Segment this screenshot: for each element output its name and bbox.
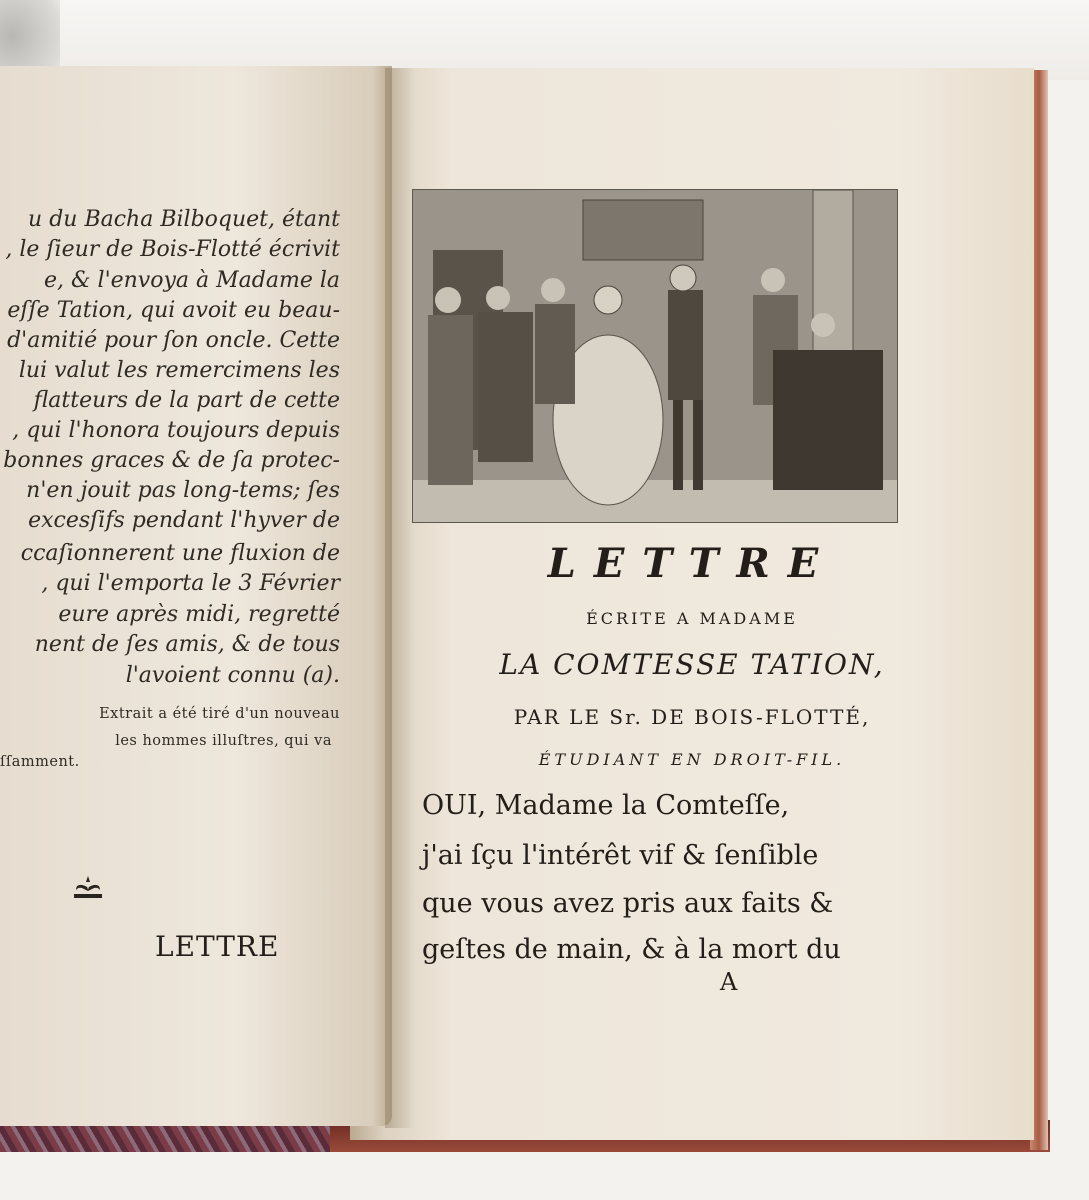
text-line: ccaſionnerent une fluxion de xyxy=(20,541,340,566)
left-page xyxy=(0,66,392,1126)
body-line: OUI, Madame la Comteſſe, xyxy=(422,790,790,821)
signature-mark: A xyxy=(720,968,738,996)
text-line: e, & l'envoya à Madame la xyxy=(43,268,340,293)
engraving-scene xyxy=(413,190,897,522)
text-line: lui valut les remercimens les xyxy=(18,358,340,383)
letter-title: LETTRE xyxy=(547,540,837,587)
text-line: n'en jouit pas long-tems; ſes xyxy=(26,478,340,503)
subtitle-author-title: ÉTUDIANT EN DROIT-FIL. xyxy=(538,750,846,769)
text-line: , qui l'honora toujours depuis xyxy=(12,418,340,443)
book-gutter xyxy=(385,68,415,1128)
text-line: flatteurs de la part de cette xyxy=(33,388,340,413)
footnote-line: les hommes illuſtres, qui va xyxy=(115,733,332,749)
catchword: LETTRE xyxy=(155,930,280,963)
subtitle-addressee-line1: ÉCRITE A MADAME xyxy=(586,609,798,628)
right-page xyxy=(350,68,1034,1140)
subtitle-author: PAR LE Sr. DE BOIS-FLOTTÉ, xyxy=(513,705,871,729)
ornament-icon xyxy=(70,874,106,900)
body-line: geſtes de main, & à la mort du xyxy=(422,934,841,965)
text-line: eſſe Tation, qui avoit eu beau- xyxy=(7,298,340,323)
engraving-illustration xyxy=(413,190,897,522)
text-line: nent de ſes amis, & de tous xyxy=(34,632,340,657)
text-line: u du Bacha Bilboquet, étant xyxy=(28,207,340,232)
text-line: , le ſieur de Bois-Flotté écrivit xyxy=(5,237,340,262)
text-line: bonnes graces & de ſa protec- xyxy=(3,448,340,473)
text-line: , qui l'emporta le 3 Février xyxy=(41,571,340,596)
body-line: que vous avez pris aux faits & xyxy=(422,888,834,919)
text-line: excesſifs pendant l'hyver de xyxy=(28,508,340,533)
text-line: l'avoient connu (a). xyxy=(125,663,340,688)
text-line: eure après midi, regretté xyxy=(58,602,340,627)
footnote-line: ſſamment. xyxy=(0,754,80,770)
footnote-line: Extrait a été tiré d'un nouveau xyxy=(99,706,340,722)
text-line: d'amitié pour ſon oncle. Cette xyxy=(7,328,340,353)
body-line: j'ai ſçu l'intérêt vif & ſenſible xyxy=(422,840,819,871)
subtitle-addressee-name: LA COMTESSE TATION, xyxy=(499,648,885,681)
